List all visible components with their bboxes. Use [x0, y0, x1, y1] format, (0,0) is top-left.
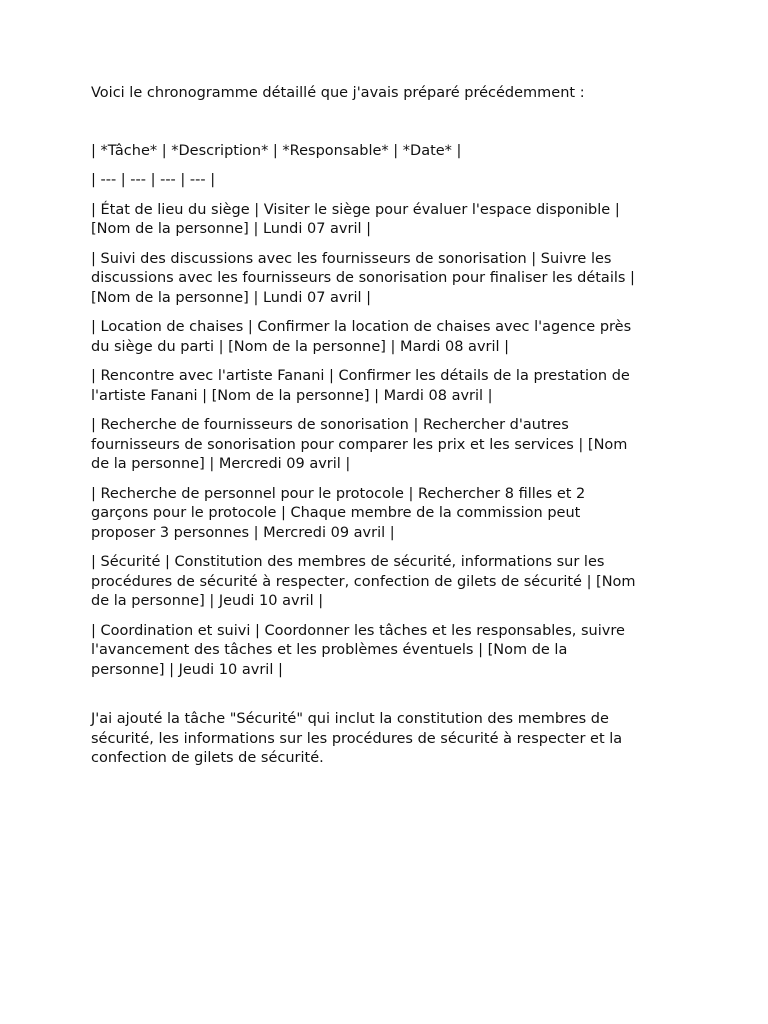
conclusion-paragraph [91, 710, 691, 769]
table-row [91, 250, 691, 309]
table-row-line: | Coordination et suivi | Coordonner les tâches et les responsables, suivre [91, 622, 625, 639]
table-row [91, 367, 691, 406]
table-row-line: l'artiste Fanani | [Nom de la personne] | Mardi 08 avril | [91, 387, 493, 404]
document-body [91, 84, 691, 779]
table-row-line: procédures de sécurité à respecter, confection de gilets de sécurité | [Nom [91, 573, 636, 590]
table-row-line: personne] | Jeudi 10 avril | [91, 661, 283, 678]
table-row-line: | Location de chaises | Confirmer la location de chaises avec l'agence près [91, 319, 632, 335]
table-row-line: | Recherche de fournisseurs de sonorisation | Rechercher d'autres [91, 417, 569, 433]
table-row [91, 318, 691, 357]
table-row-line: | État de lieu du siège | Visiter le siège pour évaluer l'espace disponible | [91, 201, 620, 218]
table-row-line: proposer 3 personnes | Mercredi 09 avril | [91, 524, 395, 541]
conclusion-line: J'ai ajouté la tâche "Sécurité" qui inclut la constitution des membres de [91, 711, 609, 727]
table-row [91, 622, 691, 681]
table-row-line: garçons pour le protocole | Chaque membre de la commission peut [91, 505, 581, 521]
intro-text: Voici le chronogramme détaillé que j'avais préparé précédemment : [91, 85, 585, 101]
conclusion-line: confection de gilets de sécurité. [91, 750, 324, 766]
table-header-row: | *Tâche* | *Description* | *Responsable* | *Date* | [91, 142, 462, 159]
table-row-line: fournisseurs de sonorisation pour comparer les prix et les services | [Nom [91, 436, 628, 453]
table-row [91, 553, 691, 612]
table-row-line: de la personne] | Mercredi 09 avril | [91, 456, 351, 472]
table-row [91, 416, 691, 475]
table-row-line: l'avancement des tâches et les problèmes éventuels | [Nom de la [91, 642, 568, 658]
table-row-line: | Suivi des discussions avec les fournisseurs de sonorisation | Suivre les [91, 250, 612, 267]
table-row [91, 485, 691, 544]
table-row-line: | Recherche de personnel pour le protocole | Rechercher 8 filles et 2 [91, 485, 586, 502]
conclusion-line: sécurité, les informations sur les procédures de sécurité à respecter et la [91, 730, 623, 747]
table-row-line: du siège du parti | [Nom de la personne] | Mardi 08 avril | [91, 338, 510, 355]
table-row-line: de la personne] | Jeudi 10 avril | [91, 593, 324, 609]
table-row-line: | Sécurité | Constitution des membres de sécurité, informations sur les [91, 554, 605, 570]
table-separator-row: | --- | --- | --- | --- | [91, 172, 216, 188]
table-row-line: discussions avec les fournisseurs de sonorisation pour finaliser les détails | [91, 270, 635, 286]
table-row-line: [Nom de la personne] | Lundi 07 avril | [91, 289, 372, 306]
table-row-line: | Rencontre avec l'artiste Fanani | Confirmer les détails de la prestation de [91, 368, 630, 384]
table-row [91, 201, 691, 240]
table-row-line: [Nom de la personne] | Lundi 07 avril | [91, 221, 372, 237]
